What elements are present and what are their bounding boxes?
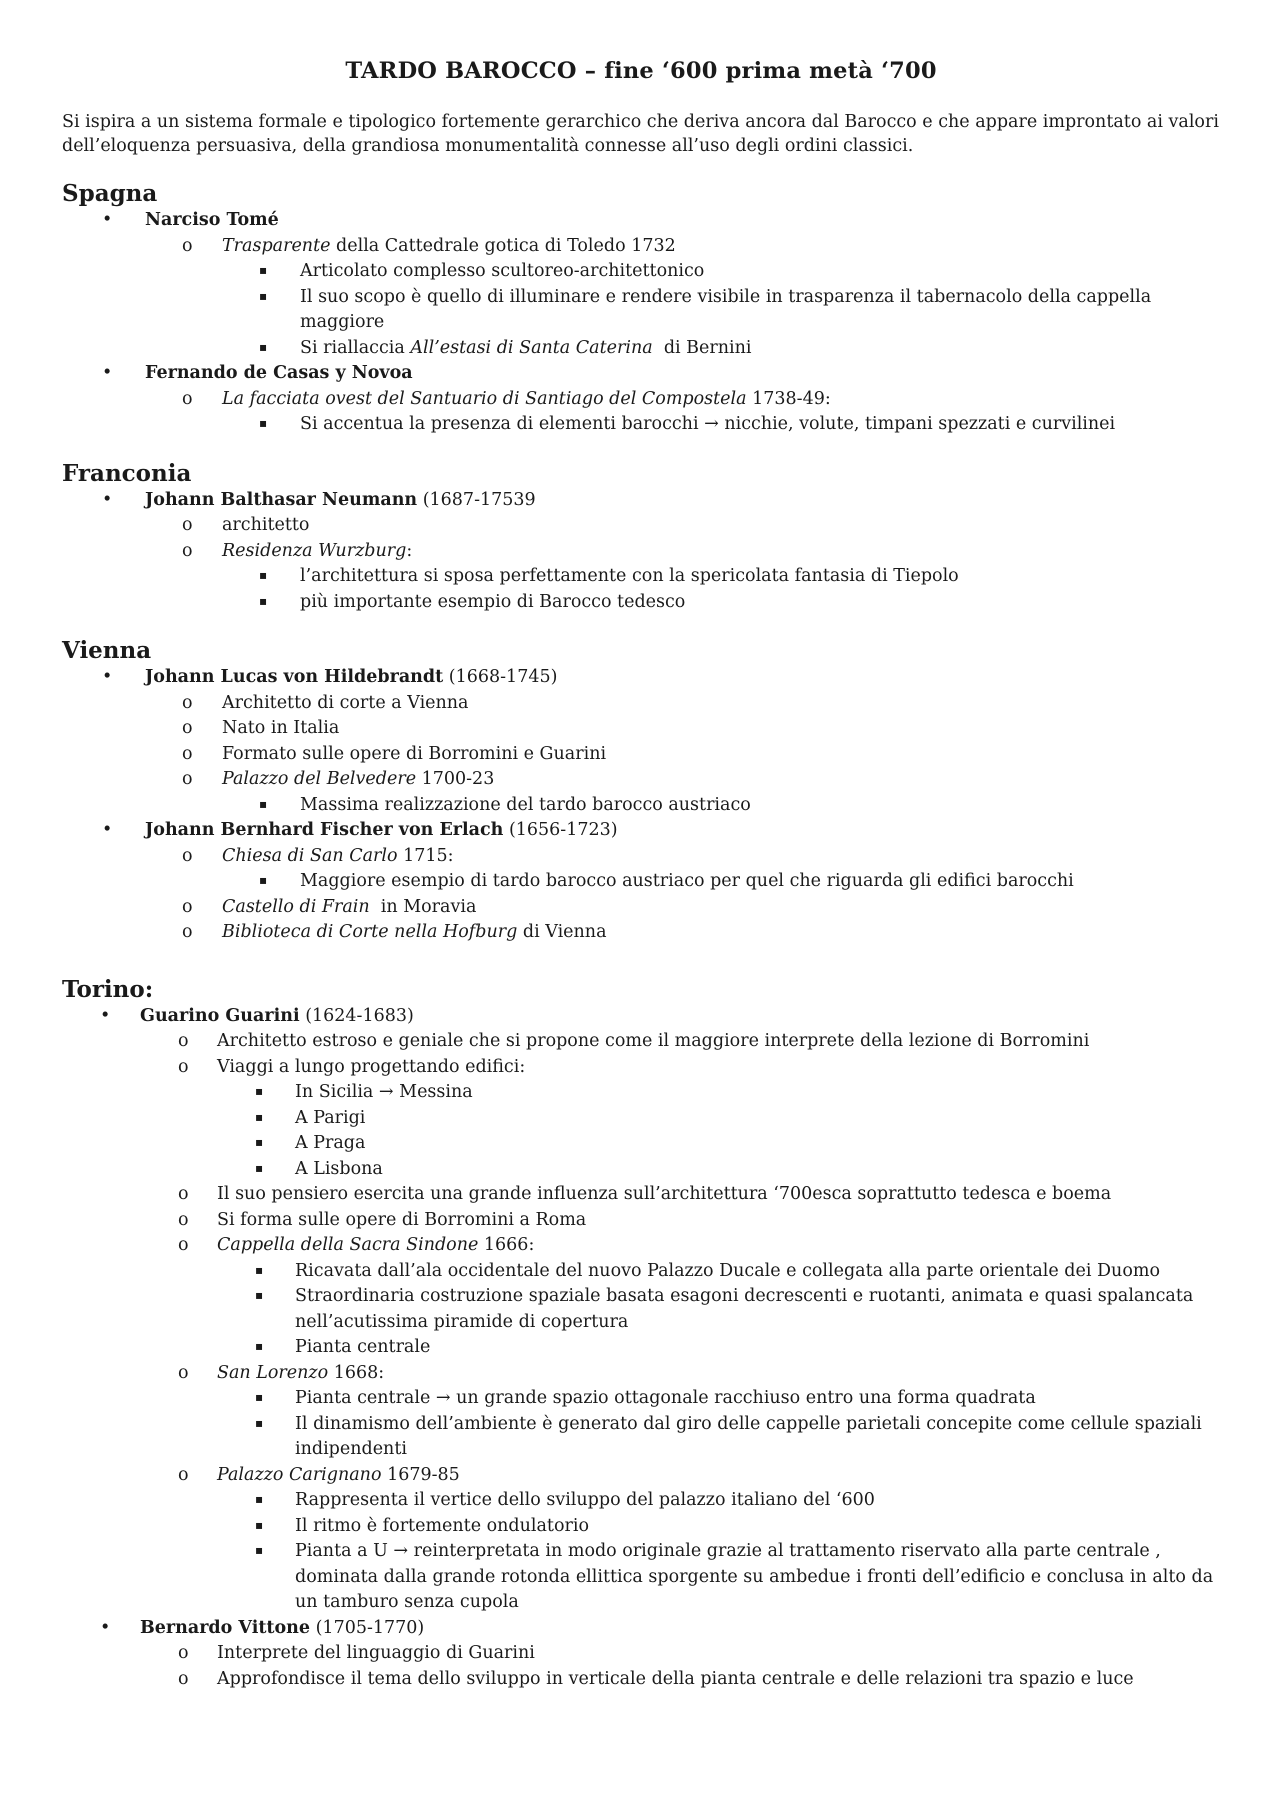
- section-heading: Torino:: [62, 975, 154, 1003]
- circle-bullet-icon: o: [182, 845, 193, 866]
- list-item: o Palazzo del Belvedere 1700-23: [62, 767, 1220, 793]
- arrow-icon: →: [704, 414, 719, 434]
- square-bullet-icon: ▪: [255, 1288, 264, 1302]
- list-item: o San Lorenzo 1668:: [62, 1361, 1220, 1387]
- list-item: ▪ In Sicilia → Messina: [62, 1080, 1220, 1106]
- list-item: ▪ l’architettura si sposa perfettamente con la spericolata fantasia di Tiepolo: [62, 564, 1220, 590]
- list-item: o Cappella della Sacra Sindone 1666:: [62, 1233, 1220, 1259]
- list: [62, 488, 1220, 616]
- circle-bullet-icon: o: [182, 540, 193, 561]
- circle-bullet-icon: o: [178, 1031, 189, 1051]
- list-item: o Residenza Wurzburg:: [62, 539, 1220, 565]
- list-item: ▪ Il dinamismo dell’ambiente è generato dal giro delle cappelle parietali concepite come cellule spaziali indipendenti: [62, 1412, 1220, 1463]
- bullet-icon: •: [100, 1005, 111, 1026]
- list-item: ▪ Ricavata dall’ala occidentale del nuovo Palazzo Ducale e collegata alla parte orientale dei Duomo: [62, 1259, 1220, 1285]
- section-vienna: [62, 637, 1220, 946]
- list-item: o architetto: [62, 513, 1220, 539]
- circle-bullet-icon: o: [182, 692, 193, 713]
- bullet-icon: •: [102, 489, 113, 510]
- list-item: o Approfondisce il tema dello sviluppo in verticale della pianta centrale e delle relazioni tra spazio e luce: [62, 1667, 1220, 1693]
- list-item: o Architetto di corte a Vienna: [62, 691, 1220, 717]
- circle-bullet-icon: o: [178, 1362, 189, 1383]
- square-bullet-icon: ▪: [255, 1415, 264, 1430]
- list-item: ▪ Il suo scopo è quello di illuminare e rendere visibile in trasparenza il tabernacolo della cappella maggiore: [62, 285, 1220, 336]
- square-bullet-icon: ▪: [259, 796, 268, 811]
- list-item: o Palazzo Carignano 1679-85: [62, 1463, 1220, 1489]
- circle-bullet-icon: o: [182, 743, 193, 764]
- square-bullet-icon: ▪: [255, 1390, 264, 1404]
- square-bullet-icon: ▪: [255, 1135, 264, 1149]
- list-item: ▪ A Parigi: [62, 1106, 1220, 1132]
- list-item: ▪ Si riallaccia All’estasi di Santa Caterina di Bernini: [62, 336, 1220, 362]
- square-bullet-icon: ▪: [255, 1517, 264, 1532]
- square-bullet-icon: ▪: [255, 1543, 264, 1557]
- list: [62, 208, 1220, 438]
- square-bullet-icon: ▪: [259, 568, 268, 582]
- list-item: ▪ Massima realizzazione del tardo barocco austriaco: [62, 793, 1220, 819]
- circle-bullet-icon: o: [178, 1464, 189, 1485]
- list-item: ▪ Il ritmo è fortemente ondulatorio: [62, 1514, 1220, 1540]
- section-franconia: [62, 460, 1220, 616]
- circle-bullet-icon: o: [178, 1209, 189, 1230]
- list-item: • Guarino Guarini (1624-1683): [62, 1004, 1220, 1030]
- list-item: ▪ Si accentua la presenza di elementi barocchi → nicchie, volute, timpani spezzati e curvilinei: [62, 412, 1220, 438]
- section-spagna: [62, 180, 1220, 438]
- square-bullet-icon: ▪: [259, 339, 268, 354]
- circle-bullet-icon: o: [182, 718, 193, 738]
- list: [62, 1004, 1220, 1693]
- square-bullet-icon: ▪: [255, 1109, 264, 1124]
- square-bullet-icon: ▪: [255, 1084, 264, 1098]
- list-item: • Johann Balthasar Neumann (1687-17539: [62, 488, 1220, 514]
- circle-bullet-icon: o: [182, 922, 193, 942]
- intro-paragraph: Si ispira a un sistema formale e tipologico fortemente gerarchico che deriva ancora dal Barocco e che appare improntato ai valori dell’eloquenza persuasiva, della grandiosa monumentalità connesse all’uso degli ordini classici.: [62, 112, 1219, 156]
- bullet-icon: •: [102, 820, 113, 840]
- circle-bullet-icon: o: [182, 896, 193, 917]
- list-item: o Biblioteca di Corte nella Hofburg di Vienna: [62, 920, 1220, 946]
- list-item: o Nato in Italia: [62, 716, 1220, 742]
- list: [62, 665, 1220, 946]
- section-heading: Vienna: [62, 637, 152, 664]
- circle-bullet-icon: o: [182, 515, 193, 535]
- list-item: o Si forma sulle opere di Borromini a Roma: [62, 1208, 1220, 1234]
- square-bullet-icon: ▪: [259, 593, 268, 608]
- section-torino: [62, 976, 1220, 1693]
- list-item: ▪ A Praga: [62, 1131, 1220, 1157]
- circle-bullet-icon: o: [182, 769, 193, 789]
- list-item: o Il suo pensiero esercita una grande influenza sull’architettura ‘700esca soprattutto tedesca e boema: [62, 1182, 1220, 1208]
- square-bullet-icon: ▪: [255, 1339, 264, 1353]
- circle-bullet-icon: o: [182, 235, 193, 256]
- bullet-icon: •: [102, 363, 113, 383]
- list-item: • Johann Lucas von Hildebrandt (1668-1745): [62, 665, 1220, 691]
- list-item: o Architetto estroso e geniale che si propone come il maggiore interprete della lezione di Borromini: [62, 1029, 1220, 1055]
- circle-bullet-icon: o: [178, 1235, 189, 1255]
- list-item: ▪ Pianta a U → reinterpretata in modo originale grazie al trattamento riservato alla parte centrale , dominata dalla grande rotonda ellittica sporgente su ambedue i fronti dell’edificio e conclusa in alto da un tamburo senza cupola: [62, 1539, 1220, 1616]
- circle-bullet-icon: o: [178, 1643, 189, 1663]
- square-bullet-icon: ▪: [255, 1492, 264, 1506]
- section-heading: Spagna: [62, 180, 158, 207]
- bullet-icon: •: [102, 210, 113, 230]
- arrow-icon: →: [435, 1388, 451, 1408]
- page-title: TARDO BAROCCO – fine ‘600 prima metà ‘700: [345, 58, 937, 84]
- list-item: o La facciata ovest del Santuario di Santiago del Compostela 1738-49:: [62, 387, 1220, 413]
- arrow-icon: →: [393, 1541, 409, 1561]
- bullet-icon: •: [102, 667, 113, 687]
- square-bullet-icon: ▪: [255, 1262, 264, 1277]
- square-bullet-icon: ▪: [255, 1160, 264, 1175]
- list-item: o Trasparente della Cattedrale gotica di Toledo 1732: [62, 234, 1220, 260]
- list-item: ▪ più importante esempio di Barocco tedesco: [62, 590, 1220, 616]
- list-item: ▪ Maggiore esempio di tardo barocco austriaco per quel che riguarda gli edifici barocchi: [62, 869, 1220, 895]
- circle-bullet-icon: o: [178, 1668, 189, 1689]
- list-item: o Formato sulle opere di Borromini e Guarini: [62, 742, 1220, 768]
- list-item: o Castello di Frain in Moravia: [62, 895, 1220, 921]
- list-item: o Interprete del linguaggio di Guarini: [62, 1641, 1220, 1667]
- list-item: • Bernardo Vittone (1705-1770): [62, 1616, 1220, 1642]
- list-item: • Johann Bernhard Fischer von Erlach (1656-1723): [62, 818, 1220, 844]
- circle-bullet-icon: o: [178, 1184, 189, 1204]
- bullet-icon: •: [100, 1617, 111, 1638]
- list-item: ▪ Pianta centrale → un grande spazio ottagonale racchiuso entro una forma quadrata: [62, 1386, 1220, 1412]
- square-bullet-icon: ▪: [259, 288, 268, 303]
- square-bullet-icon: ▪: [259, 263, 268, 277]
- list-item: ▪ Straordinaria costruzione spaziale basata esagoni decrescenti e ruotanti, animata e quasi spalancata nell’acutissima piramide di copertura: [62, 1284, 1220, 1335]
- list-item: ▪ Pianta centrale: [62, 1335, 1220, 1361]
- square-bullet-icon: ▪: [259, 873, 268, 887]
- list-item: • Fernando de Casas y Novoa: [62, 361, 1220, 387]
- list-item: o Chiesa di San Carlo 1715:: [62, 844, 1220, 870]
- list-item: ▪ A Lisbona: [62, 1157, 1220, 1183]
- list-item: ▪ Articolato complesso scultoreo-architettonico: [62, 259, 1220, 285]
- section-heading: Franconia: [62, 459, 192, 487]
- square-bullet-icon: ▪: [259, 416, 268, 430]
- list-item: o Viaggi a lungo progettando edifici:: [62, 1055, 1220, 1081]
- circle-bullet-icon: o: [182, 388, 193, 409]
- circle-bullet-icon: o: [178, 1056, 189, 1077]
- list-item: • Narciso Tomé: [62, 208, 1220, 234]
- list-item: ▪ Rappresenta il vertice dello sviluppo del palazzo italiano del ‘600: [62, 1488, 1220, 1514]
- arrow-icon: →: [378, 1082, 394, 1102]
